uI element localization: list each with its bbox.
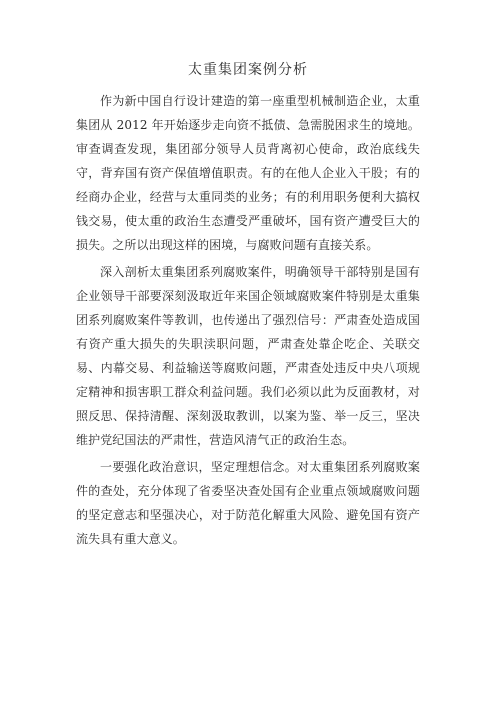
paragraph-3: 一要强化政治意识，坚定理想信念。对太重集团系列腐败案件的查处，充分体现了省委坚决查处国有企业重点领域腐败问题的坚定意志和坚强决心，对于防范化解重大风险、避免国有资产流失具有重大意义。 bbox=[76, 460, 420, 546]
document-title: 太重集团案例分析 bbox=[188, 62, 308, 78]
paragraph-2: 深入剖析太重集团系列腐败案件，明确领导干部特别是国有企业领导干部要深刻汲取近年来国企领域腐败案件特别是太重集团系列腐败案件等教训，也传递出了强烈信号：严肃查处造成国有资产重大损失的失职渎职问题，严肃查处靠企吃企、关联交易、内幕交易、利益输送等腐败问题，严肃查处违反中央八项规定精神和损害职工群众利益问题。我们必须以此为反面教材，对照反思、保持清醒、深刻汲取教训，以案为鉴、举一反三，坚决维护党纪国法的严肃性，营造风清气正的政治生态。 bbox=[76, 265, 420, 447]
paragraph-1: 作为新中国自行设计建造的第一座重型机械制造企业，太重集团从 2012 年开始逐步走向资不抵债、急需脱困求生的境地。审查调查发现，集团部分领导人员背离初心使命，政治底线失守，背弃国有资产保值增值职责。有的在他人企业入干股；有的经商办企业，经营与太重同类的业务；有的利用职务便利大搞权钱交易，使太重的政治生态遭受严重破坏，国有资产遭受巨大的损失。之所以出现这样的困境，与腐败问题有直接关系。 bbox=[76, 94, 420, 252]
